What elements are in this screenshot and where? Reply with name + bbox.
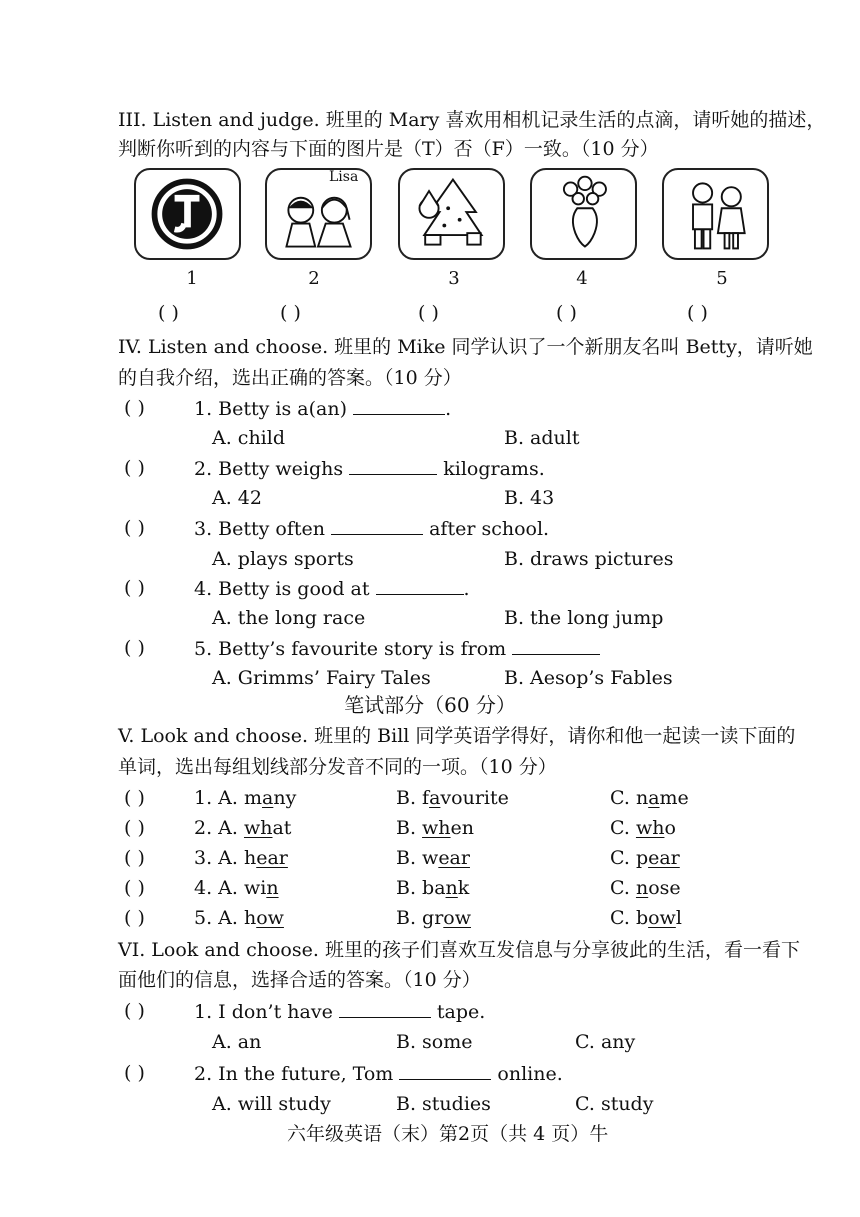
section3-title-line2: 判断你听到的内容与下面的图片是（T）否（F）一致。（10 分） [118, 138, 659, 160]
picture-4-vase [530, 168, 637, 260]
picture-2-girls [265, 168, 372, 260]
question-stem-end: kilograms. [443, 458, 545, 480]
answer-paren[interactable]: ( ) [687, 302, 708, 324]
section3-title-line1: III. Listen and judge. 班里的 Mary 喜欢用相机记录生活的点滴，请听她的描述， [118, 109, 826, 131]
option-a[interactable]: A. will study [212, 1093, 331, 1115]
option-a[interactable]: A. child [212, 427, 285, 449]
option-a[interactable]: A. the long race [212, 607, 366, 629]
answer-paren[interactable]: ( ) [124, 1062, 145, 1084]
option-c: C. bowl [610, 907, 682, 929]
picture-5-children [662, 168, 769, 260]
option-c: C. name [610, 787, 689, 809]
answer-paren[interactable]: ( ) [124, 577, 145, 599]
option-a[interactable]: A. an [212, 1031, 262, 1053]
boy-girl-icon [664, 170, 767, 258]
answer-blank[interactable] [399, 1061, 491, 1080]
written-part-heading: 笔试部分（60 分） [344, 693, 516, 717]
answer-paren[interactable]: ( ) [556, 302, 577, 324]
answer-blank[interactable] [331, 516, 423, 535]
answer-paren[interactable]: ( ) [124, 907, 145, 929]
option-b[interactable]: B. 43 [504, 487, 555, 509]
picture-label-lisa: Lisa [329, 169, 359, 185]
option-b[interactable]: B. some [396, 1031, 473, 1053]
logo-icon [136, 170, 239, 258]
option-c[interactable]: C. any [575, 1031, 636, 1053]
picture-number-5: 5 [716, 268, 728, 289]
option-a[interactable]: A. Grimms’ Fairy Tales [212, 667, 431, 689]
question-stem-end: . [445, 398, 452, 420]
answer-blank[interactable] [512, 636, 600, 655]
option-c: C. nose [610, 877, 681, 899]
christmas-tree-icon [400, 170, 503, 258]
option-a: 2. A. what [194, 817, 292, 839]
question-stem-end: online. [497, 1063, 563, 1085]
option-a[interactable]: A. plays sports [212, 548, 354, 570]
answer-paren[interactable]: ( ) [124, 517, 145, 539]
option-b[interactable]: B. Aesop’s Fables [504, 667, 673, 689]
option-c: C. pear [610, 847, 680, 869]
question-stem-end: tape. [436, 1001, 486, 1023]
option-c: C. who [610, 817, 676, 839]
section6-title-line1: VI. Look and choose. 班里的孩子们喜欢互发信息与分享彼此的生活，看一看下 [118, 939, 800, 961]
option-a[interactable]: A. 42 [212, 487, 262, 509]
answer-paren[interactable]: ( ) [124, 1000, 145, 1022]
picture-3-christmas [398, 168, 505, 260]
answer-paren[interactable]: ( ) [124, 637, 145, 659]
answer-paren[interactable]: ( ) [124, 817, 145, 839]
picture-number-1: 1 [186, 268, 198, 289]
question-stem: 4. Betty is good at [194, 578, 370, 600]
option-b: B. grow [396, 907, 471, 929]
picture-number-4: 4 [576, 268, 588, 289]
picture-number-3: 3 [448, 268, 460, 289]
answer-blank[interactable] [376, 576, 464, 595]
option-b: B. bank [396, 877, 470, 899]
section4-title-line1: IV. Listen and choose. 班里的 Mike 同学认识了一个新朋友名叫 Betty，请听她 [118, 336, 813, 358]
option-a: 4. A. win [194, 877, 279, 899]
flower-vase-icon [532, 170, 635, 258]
page-footer: 六年级英语（末）第2页（共 4 页）牛 [287, 1123, 609, 1145]
section4-title-line2: 的自我介绍，选出正确的答案。（10 分） [118, 367, 462, 389]
option-b[interactable]: B. studies [396, 1093, 491, 1115]
section6-title-line2: 面他们的信息，选择合适的答案。（10 分） [118, 969, 481, 991]
answer-paren[interactable]: ( ) [418, 302, 439, 324]
question-stem: 1. Betty is a(an) [194, 398, 348, 420]
question-stem: 2. In the future, Tom [194, 1063, 394, 1085]
question-stem: 5. Betty’s favourite story is from [194, 638, 507, 660]
option-b: B. when [396, 817, 475, 839]
question-stem: 3. Betty often [194, 518, 326, 540]
answer-paren[interactable]: ( ) [124, 397, 145, 419]
question-stem-end: . [463, 578, 470, 600]
option-b[interactable]: B. draws pictures [504, 548, 674, 570]
answer-paren[interactable]: ( ) [124, 787, 145, 809]
answer-paren[interactable]: ( ) [124, 457, 145, 479]
answer-blank[interactable] [349, 456, 437, 475]
question-stem-end: after school. [429, 518, 550, 540]
picture-number-2: 2 [308, 268, 320, 289]
option-c[interactable]: C. study [575, 1093, 654, 1115]
question-stem: 1. I don’t have [194, 1001, 333, 1023]
option-b[interactable]: B. the long jump [504, 607, 664, 629]
answer-blank[interactable] [353, 396, 445, 415]
option-b: B. favourite [396, 787, 509, 809]
answer-paren[interactable]: ( ) [280, 302, 301, 324]
section5-title-line2: 单词，选出每组划线部分发音不同的一项。（10 分） [118, 756, 557, 778]
option-a: 1. A. many [194, 787, 297, 809]
question-stem: 2. Betty weighs [194, 458, 344, 480]
picture-1-logo [134, 168, 241, 260]
option-b[interactable]: B. adult [504, 427, 580, 449]
answer-paren[interactable]: ( ) [124, 877, 145, 899]
answer-blank[interactable] [339, 999, 431, 1018]
answer-paren[interactable]: ( ) [158, 302, 179, 324]
option-b: B. wear [396, 847, 470, 869]
option-a: 3. A. hear [194, 847, 288, 869]
option-a: 5. A. how [194, 907, 284, 929]
section5-title-line1: V. Look and choose. 班里的 Bill 同学英语学得好，请你和他一起读一读下面的 [118, 725, 796, 747]
answer-paren[interactable]: ( ) [124, 847, 145, 869]
